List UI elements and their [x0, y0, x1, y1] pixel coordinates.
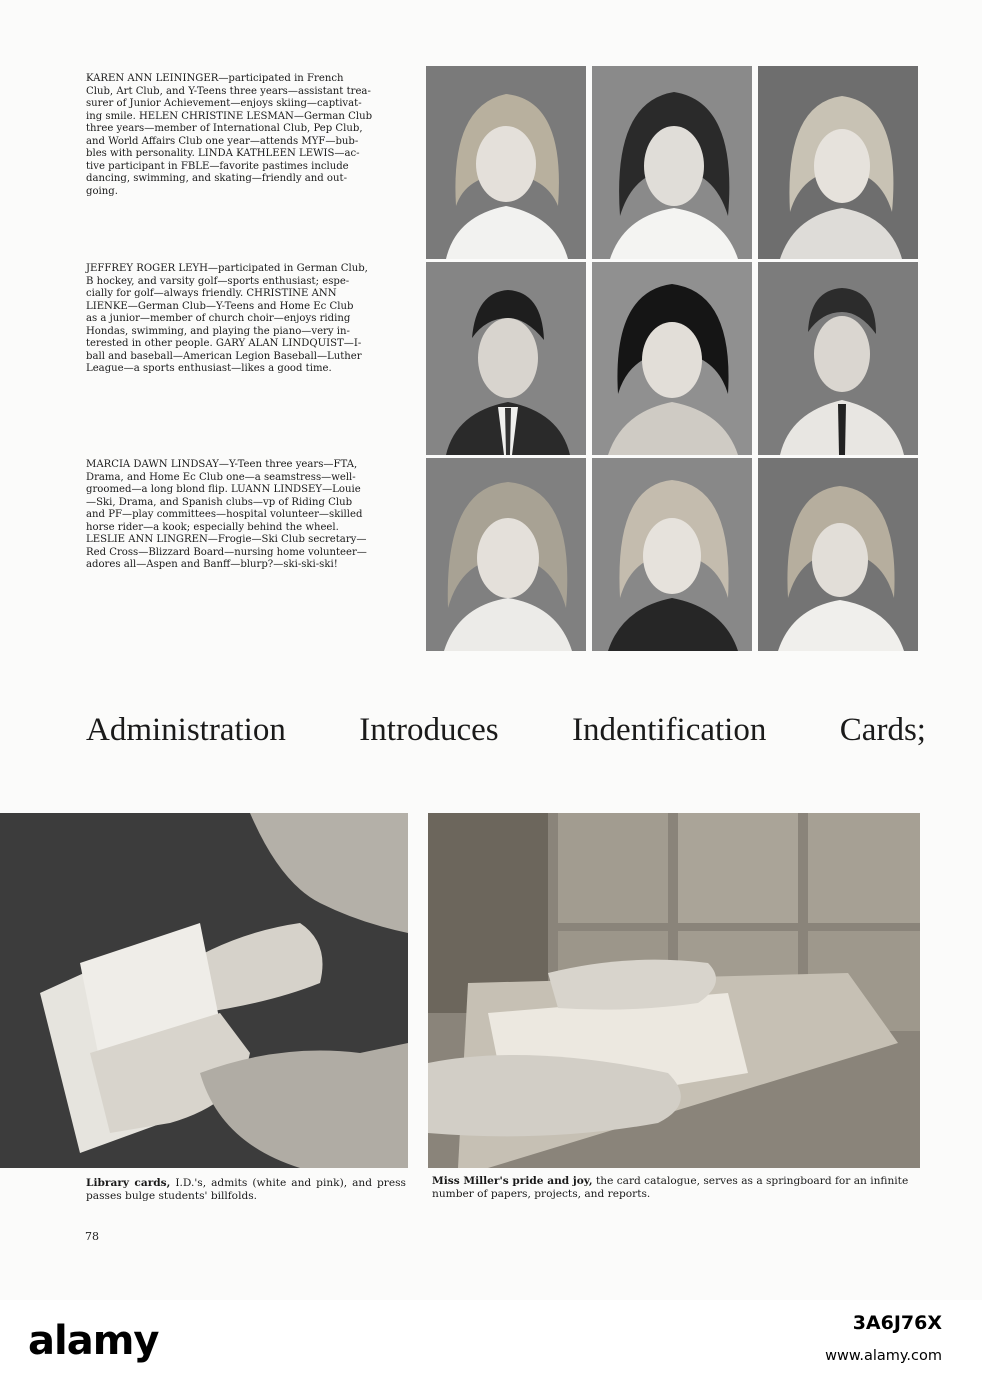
- library-cards-caption: [86, 1177, 406, 1203]
- bio-line: going.: [86, 185, 118, 197]
- brand-logo-text: alamy: [28, 1318, 159, 1364]
- portrait-photo: [758, 66, 918, 259]
- bio-block-1: [86, 73, 398, 198]
- card-catalogue-drawer-image: [428, 813, 920, 1168]
- portrait-photo: [592, 262, 752, 455]
- stock-image-id: 3A6J76X: [852, 1312, 942, 1334]
- headline-word: Administration: [86, 712, 286, 748]
- bio-line: and PF—play committees—hospital volunteer—skilled: [86, 509, 363, 520]
- bio-line: Red Cross—Blizzard Board—nursing home volunteer—: [86, 546, 367, 558]
- caption-lead: Miss Miller's pride and joy,: [432, 1175, 593, 1187]
- portrait-photo: [592, 458, 752, 651]
- bio-line: tive participant in FBLE—favorite pastimes include: [86, 160, 349, 172]
- bio-line: and World Affairs Club one year—attends MYF—bub-: [86, 135, 359, 147]
- library-cards-photo: [0, 813, 408, 1168]
- female-portrait-image: [426, 66, 586, 259]
- male-portrait-image: [758, 262, 918, 455]
- male-portrait-image: [426, 262, 586, 455]
- female-portrait-image: [592, 458, 752, 651]
- hands-holding-cards-image: [0, 813, 408, 1168]
- bio-line: as a junior—member of church choir—enjoys riding: [86, 313, 351, 324]
- bio-line: horse rider—a kook; especially behind the wheel.: [86, 521, 339, 533]
- card-catalogue-photo: [428, 813, 920, 1168]
- bio-line: three years—member of International Club, Pep Club,: [86, 123, 363, 134]
- bio-line: terested in other people. GARY ALAN LINDQUIST—I-: [86, 338, 362, 349]
- bio-line: dancing, swimming, and skating—friendly and out-: [86, 173, 347, 184]
- bio-line: adores all—Aspen and Banff—blurp?—ski-ski-ski!: [86, 559, 338, 570]
- portrait-photo: [426, 458, 586, 651]
- section-headline: [86, 712, 926, 749]
- card-catalogue-caption: [432, 1175, 932, 1201]
- bio-block-2: [86, 263, 398, 376]
- bio-line: bles with personality. LINDA KATHLEEN LEWIS—ac-: [86, 148, 360, 159]
- portrait-photo: [592, 66, 752, 259]
- headline-word: Introduces: [359, 712, 499, 748]
- headline-word: Cards;: [839, 712, 926, 748]
- bio-line: LESLIE ANN LINGREN—Frogie—Ski Club secretary—: [86, 534, 367, 545]
- bio-line: B hockey, and varsity golf—sports enthusiast; espe-: [86, 275, 350, 287]
- bio-line: ing smile. HELEN CHRISTINE LESMAN—German Club: [86, 110, 373, 122]
- bio-line: Drama, and Home Ec Club one—a seamstress—well-: [86, 471, 356, 483]
- female-portrait-image: [592, 66, 752, 259]
- female-portrait-image: [592, 262, 752, 455]
- female-portrait-image: [426, 458, 586, 651]
- female-portrait-image: [758, 458, 918, 651]
- bio-line: Hondas, swimming, and playing the piano—very in-: [86, 325, 350, 337]
- bio-line: JEFFREY ROGER LEYH—participated in German Club,: [86, 263, 368, 274]
- portrait-photo: [758, 262, 918, 455]
- bio-line: KAREN ANN LEININGER—participated in French: [86, 73, 344, 84]
- caption-lead: Library cards,: [86, 1177, 171, 1189]
- bio-line: ball and baseball—American Legion Baseball—Luther: [86, 350, 362, 362]
- headline-word: Indentification: [572, 712, 767, 748]
- page-number: 78: [85, 1230, 99, 1243]
- portrait-photo: [426, 262, 586, 455]
- caption-text: I.D.'s, admits (white and pink), and press passes bulge students' billfolds.: [86, 1177, 406, 1202]
- bio-block-3: [86, 459, 398, 572]
- bio-line: surer of Junior Achievement—enjoys skiing—captivat-: [86, 98, 362, 109]
- bio-line: LIENKE—German Club—Y-Teens and Home Ec Club: [86, 300, 354, 312]
- bio-line: Club, Art Club, and Y-Teens three years—assistant trea-: [86, 85, 371, 97]
- female-portrait-image: [758, 66, 918, 259]
- portrait-photo: [426, 66, 586, 259]
- bio-line: MARCIA DAWN LINDSAY—Y-Teen three years—FTA,: [86, 459, 358, 470]
- bio-line: League—a sports enthusiast—likes a good time.: [86, 363, 332, 374]
- bio-line: groomed—a long blond flip. LUANN LINDSEY—Louie: [86, 484, 361, 495]
- portrait-photo: [758, 458, 918, 651]
- stock-url: www.alamy.com: [825, 1348, 942, 1364]
- caption-text: the card catalogue, serves as a springboard for an infinite number of papers, projects, and reports.: [432, 1175, 909, 1200]
- bio-line: —Ski, Drama, and Spanish clubs—vp of Riding Club: [86, 496, 353, 508]
- bio-line: cially for golf—always friendly. CHRISTINE ANN: [86, 288, 337, 299]
